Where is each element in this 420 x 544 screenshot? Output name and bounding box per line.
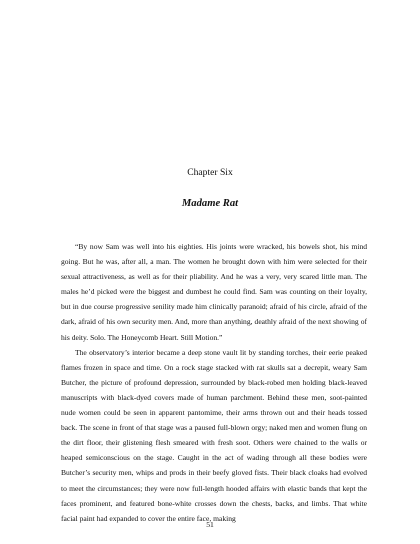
body-text bbox=[61, 239, 367, 526]
paragraph: “By now Sam was well into his eighties. His joints were wracked, his bowels shot, his mind going. But he was, after all, a man. The women he brought down with him were selected for their sexual attractiveness, as well as for their pliability. And he was a very, very scared little man. The males he’d picked were the biggest and dumbest he could find. Sam was counting on their loyalty, but in due course progressive senility made him clinically paranoid; afraid of his circle, afraid of the dark, afraid of his own security men. And, more than anything, deathly afraid of the next showing of his deity. Solo. The Honeycomb Heart. Still Motion.” bbox=[61, 242, 367, 342]
page-number: 51 bbox=[206, 520, 214, 529]
paragraph: The observatory’s interior became a deep stone vault lit by standing torches, their eerie peaked flames frozen in space and time. On a rock stage stacked with rat skulls sat a decrepit, weary Sam Butcher, the picture of profound depression, surrounded by black-robed men holding black-leaved manuscripts with black-dyed covers made of human parchment. Behind these men, soot-painted nude women could be seen in apparent pantomime, their arms thrown out and their heads tossed back. The scene in front of that stage was a paused full-blown orgy; naked men and women flung on the dirt floor, their glistening flesh smeared with fresh soot. Others were chained to the walls or heaped semiconscious on the stage. Caught in the act of wading through all these bodies were Butcher’s security men, whips and prods in their beefy gloved fists. Their black cloaks had evolved to meet the circumstances; they were now full-length hooded affairs with elastic bands that kept the faces prominent, and featured bone-white crosses down the chests, backs, and limbs. That white facial paint had expanded to cover the entire face, making bbox=[61, 347, 367, 523]
chapter-title: Madame Rat bbox=[181, 198, 239, 209]
chapter-number: Chapter Six bbox=[187, 167, 233, 178]
